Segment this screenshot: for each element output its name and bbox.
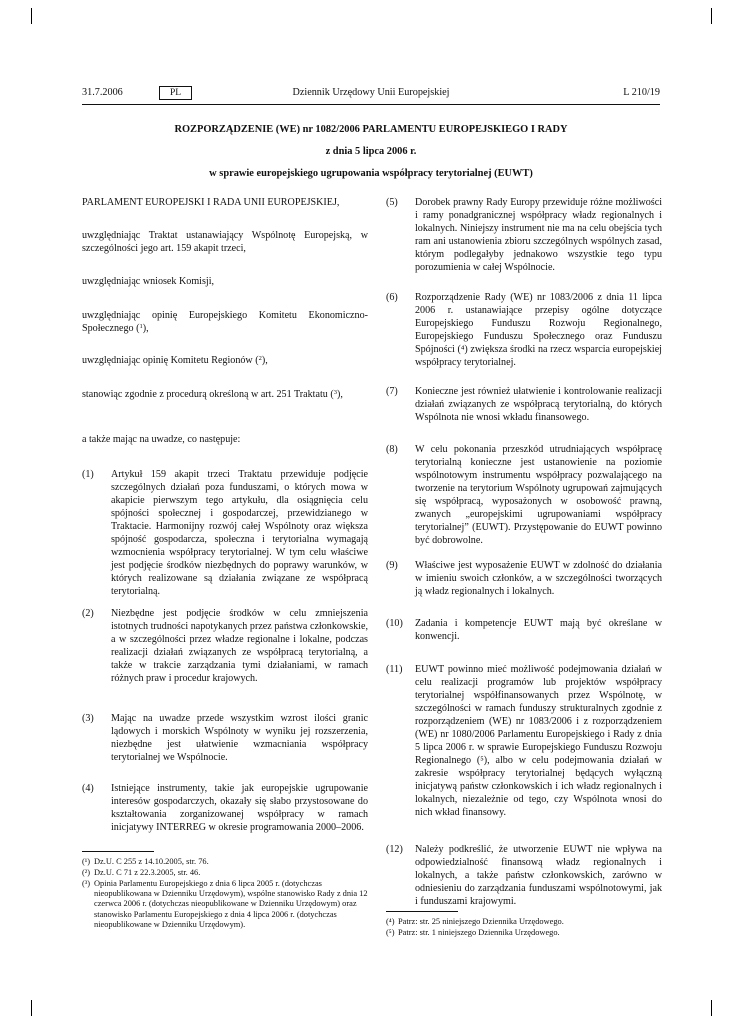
crop-mark — [711, 1000, 712, 1016]
footnote-rule — [82, 851, 154, 852]
header-date: 31.7.2006 — [82, 87, 123, 98]
footnote-text: Patrz: str. 1 niniejszego Dziennika Urzędowego. — [398, 928, 560, 937]
footnote-ref: 1 — [139, 323, 143, 330]
recital-number: (10) — [386, 618, 403, 629]
crop-mark — [711, 8, 712, 24]
crop-mark — [31, 1000, 32, 1016]
footnote-text: Dz.U. C 71 z 22.3.2005, str. 46. — [94, 868, 201, 877]
journal-name: Dziennik Urzędowy Unii Europejskiej — [292, 87, 450, 98]
title-date: z dnia 5 lipca 2006 r. — [325, 146, 417, 157]
footnote-text: Patrz: str. 25 niniejszego Dziennika Urzędowego. — [398, 917, 564, 926]
language-badge: PL — [159, 86, 192, 100]
document-title — [82, 119, 660, 185]
crop-mark — [31, 8, 32, 24]
preamble-punct: , — [146, 323, 149, 334]
recital-number: (3) — [82, 713, 94, 724]
footnote-text: Dz.U. C 255 z 14.10.2005, str. 76. — [94, 857, 209, 866]
preamble-paragraph: PARLAMENT EUROPEJSKI I RADA UNII EUROPEJSKIEJ, — [82, 197, 340, 208]
recital-text: Mając na uwadze przede wszystkim wzrost ilości granic lądowych i morskich Wspólnoty w wyniku jej rozszerzenia, niezbędne jest ułatwienie wzmacniania współpracy terytorialnej we Wspólnocie. — [111, 713, 368, 763]
recital-number: (2) — [82, 608, 94, 619]
preamble-text: stanowiąc zgodnie z procedurą określoną w art. 251 Traktatu — [82, 389, 328, 400]
footnote-text: Opinia Parlamentu Europejskiego z dnia 6 lipca 2005 r. (dotychczas nieopublikowana w Dzienniku Urzędowym), wspólne stanowisko Rady z dnia 12 czerwca 2006 r. (dotychczas nieopublikowane w Dzienniku Urzędowym) oraz stanowisko Parlamentu Europejskiego z dnia 4 lipca 2006 r. (dotychczas nieopublikowane w Dzienniku Urzędowym). — [94, 879, 368, 929]
recital-text: Zadania i kompetencje EUWT mają być określane w konwencji. — [415, 618, 662, 642]
footnote-number: (¹) — [82, 857, 91, 866]
recital-number: (9) — [386, 560, 398, 571]
recital-text: EUWT powinno mieć możliwość podejmowania działań w celu realizacji programów lub projektów współpracy terytorialnej współfinansowanych przez Wspólnotę, w szczególności w ramach funduszy strukturalnych zgodnie z rozporządzeniem (WE) nr 1083/2006 i z rozporządzeniem (WE) nr 1080/2006 Parlamentu Europejskiego i Rady z dnia 5 lipca 2006 r. w sprawie Europejskiego Funduszu Rozwoju Regionalnego (⁵), albo w celu podejmowania działań w zakresie współpracy terytorialnej będących wyłączną inicjatywą państw członkowskich i ich władz regionalnych i lokalnych, niezależnie od tego, czy Wspólnota wnosi do nich wkład finansowy. — [415, 664, 662, 818]
footnote-ref: 3 — [333, 389, 337, 396]
footnote-rule — [386, 911, 458, 912]
recital-number: (7) — [386, 386, 398, 397]
recital-number: (4) — [82, 783, 94, 794]
recital-number: (5) — [386, 197, 398, 208]
recital-text: Artykuł 159 akapit trzeci Traktatu przewiduje podjęcie szczególnych działań poza funduszami, o których mowa w akapicie pierwszym tego artykułu, dla osiągnięcia celu spójności społecznej i gospodarczej, przewidzianego w Traktacie. Harmonijny rozwój całej Wspólnoty oraz większa spójność gospodarcza, społeczna i terytorialna wymagają wzmocnienia współpracy terytorialnej. W tym celu właściwe jest podjęcie środków niezbędnych do poprawy warunków, w których realizowane są działania związane ze współpracą terytorialną. — [111, 469, 368, 597]
footnote-number: (⁴) — [386, 917, 395, 926]
preamble-text: uwzględniając opinię Europejskiego Komitetu Ekonomiczno-Społecznego — [82, 310, 368, 334]
preamble-paragraph: uwzględniając opinię Europejskiego Komitetu Ekonomiczno-Społecznego ($^1$), — [82, 310, 368, 334]
footnote-number: (²) — [82, 868, 91, 877]
recital-text: Należy podkreślić, że utworzenie EUWT nie wpływa na odpowiedzialność finansową władz regionalnych i lokalnych, a także państw członkowskich, zarówno w odniesieniu do zarządzania funduszami wspólnotowymi, jak i funduszami krajowymi. — [415, 844, 662, 907]
footnote-number: (⁵) — [386, 928, 395, 937]
preamble-punct: , — [265, 355, 268, 366]
recital-text: Dorobek prawny Rady Europy przewiduje różne możliwości i ramy ponadgranicznej współpracy władz regionalnych i lokalnych. Niniejszy instrument nie ma na celu obejścia tych ram ani ustanowienia zbioru szczególnych wspólnych zasad, którym podlegałyby jednakowo wszystkie tego typu porozumienia w całej Wspólnocie. — [415, 197, 662, 273]
recital-text: Konieczne jest również ułatwienie i kontrolowanie realizacji działań związanych ze współpracą terytorialną, do których Wspólnota nie wnosi wkładu finansowego. — [415, 386, 662, 423]
title-subject: w sprawie europejskiego ugrupowania współpracy terytorialnej (EUWT) — [209, 168, 533, 179]
footnote-ref: 2 — [258, 355, 262, 362]
recital-text: Istniejące instrumenty, takie jak europejskie ugrupowanie interesów gospodarczych, okazały się słabo przystosowane do kształtowania zorganizowanej współpracy w ramach inicjatywy INTERREG w okresie programowania 2000–2006. — [111, 783, 368, 833]
page-header — [82, 87, 660, 103]
recital-text: Niezbędne jest podjęcie środków w celu zmniejszenia istotnych trudności napotykanych przez państwa członkowskie, a w szczególności przez władze regionalne i lokalne, podczas realizacji działań związanych ze współpracą terytorialną, a także w trakcie zarządzania tymi działaniami, w ramach różnych praw i procedur krajowych. — [111, 608, 368, 684]
recital-number: (12) — [386, 844, 403, 855]
footnote-number: (³) — [82, 879, 91, 888]
recital-number: (8) — [386, 444, 398, 455]
preamble-paragraph: uwzględniając Traktat ustanawiający Wspólnotę Europejską, w szczególności jego art. 159 akapit trzeci, — [82, 230, 368, 254]
preamble-text: uwzględniając opinię Komitetu Regionów — [82, 355, 253, 366]
preamble-paragraph: uwzględniając wniosek Komisji, — [82, 276, 215, 287]
header-rule — [82, 104, 660, 105]
title-line: ROZPORZĄDZENIE (WE) nr 1082/2006 PARLAMENTU EUROPEJSKIEGO I RADY — [174, 124, 568, 135]
recital-number: (11) — [386, 664, 403, 675]
preamble-paragraph: a także mając na uwadze, co następuje: — [82, 434, 241, 445]
page-number: L 210/19 — [623, 87, 660, 98]
recital-text: W celu pokonania przeszkód utrudniających współpracę terytorialną konieczne jest ustanowienie na poziomie wspólnotowym instrumentu współpracy pozwalającego na tworzenie na terytorium Wspólnoty ugrupowań zajmujących się współpracą, wyposażonych w osobowość prawną, zwanych „europejskimi ugrupowaniami współpracy terytorialnej” (EUWT). Przystępowanie do EUWT powinno być dobrowolne. — [415, 444, 662, 546]
preamble-paragraph: uwzględniając opinię Komitetu Regionów ($^2$), — [82, 355, 268, 366]
preamble-paragraph: stanowiąc zgodnie z procedurą określoną w art. 251 Traktatu ($^3$), — [82, 389, 343, 400]
recital-number: (6) — [386, 292, 398, 303]
recital-text: Właściwe jest wyposażenie EUWT w zdolność do działania w imieniu swoich członków, a w szczególności tworzących ją władz regionalnych i lokalnych. — [415, 560, 662, 597]
preamble-punct: , — [340, 389, 343, 400]
recital-text: Rozporządzenie Rady (WE) nr 1083/2006 z dnia 11 lipca 2006 r. ustanawiające przepisy ogólne dotyczące Europejskiego Funduszu Rozwoju Regionalnego, Europejskiego Funduszu Społecznego oraz Funduszu Spójności (⁴) zwiększa środki na rzecz wsparcia europejskiej współpracy terytorialnej. — [415, 292, 662, 368]
recital-number: (1) — [82, 469, 94, 480]
